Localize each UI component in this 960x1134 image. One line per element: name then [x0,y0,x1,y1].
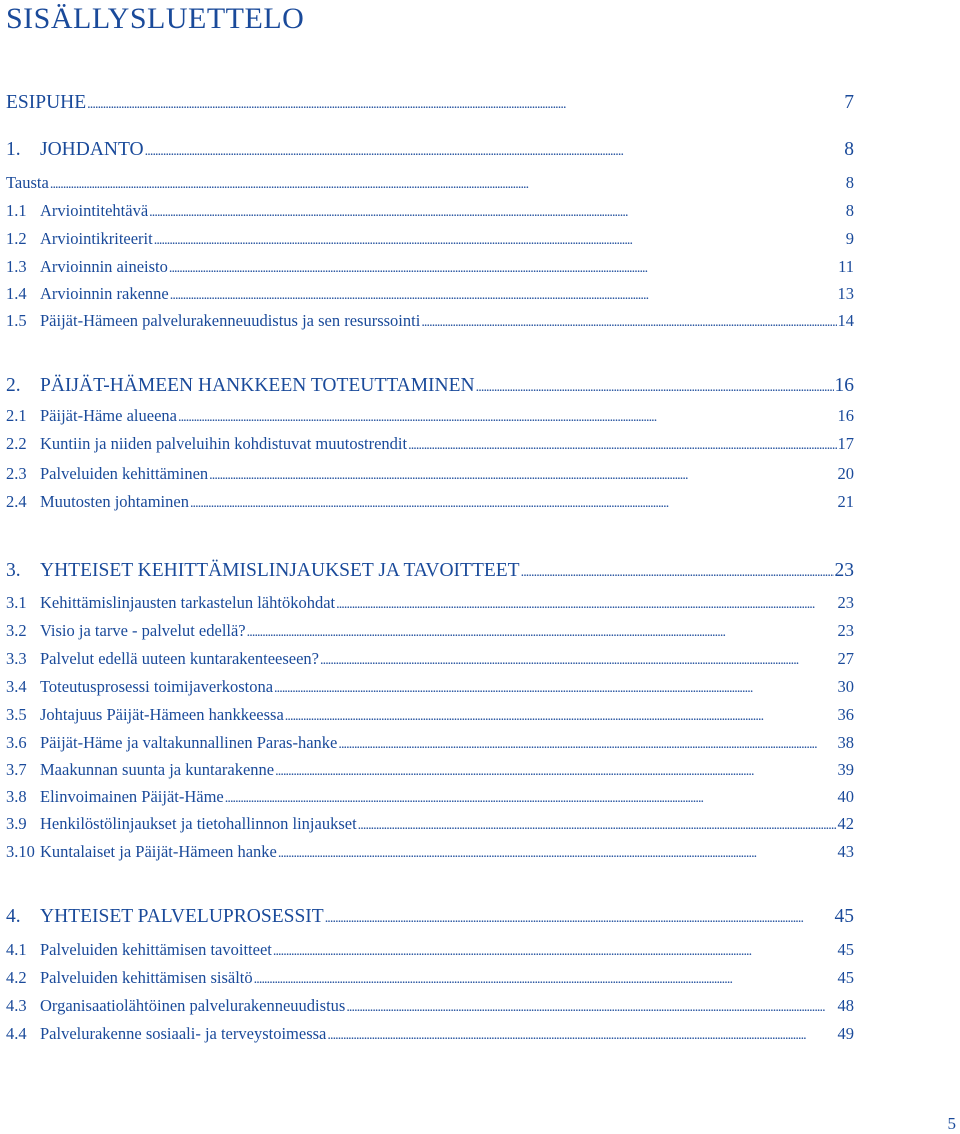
toc-entry-page: 16 [837,406,854,425]
toc-entry-number: 1. [6,139,21,160]
toc-entry-page: 45 [837,940,854,959]
toc-entry-number: 1.4 [6,284,27,303]
toc-entry-number: 3.7 [6,760,27,779]
toc-entry[interactable] [6,814,854,834]
toc-entry[interactable] [6,593,854,613]
toc-entry-title: Palvelurakenne sosiaali- ja terveystoimessa [40,1024,327,1043]
toc-entry[interactable] [6,968,854,988]
toc-entry[interactable] [6,173,854,193]
toc-dot-leader [338,733,836,753]
toc-dot-leader [358,814,837,834]
toc-entry-page: 20 [837,464,854,483]
toc-entry-number: 4.2 [6,968,27,987]
toc-entry[interactable] [6,257,854,277]
toc-entry-title: Toteutusprosessi toimijaverkostona [40,677,274,696]
toc-dot-leader [521,560,834,582]
toc-entry-title: Päijät-Häme ja valtakunnallinen Paras-hanke [40,733,338,752]
toc-entry[interactable] [6,677,854,697]
toc-entry[interactable] [6,229,854,249]
toc-dot-leader [190,492,837,512]
toc-dot-leader [170,284,837,304]
toc-dot-leader [247,621,837,641]
toc-entry-title: Kehittämislinjausten tarkastelun lähtökohdat [40,593,336,612]
toc-entry-page: 45 [834,906,854,927]
toc-entry-number: 1.1 [6,201,27,220]
toc-dot-leader [325,906,834,928]
toc-entry-title: Visio ja tarve - palvelut edellä? [40,621,246,640]
toc-entry-title: Johtajuus Päijät-Hämeen hankkeessa [40,705,284,724]
toc-entry[interactable] [6,464,854,484]
toc-entry[interactable] [6,311,854,331]
toc-entry[interactable] [6,906,854,928]
toc-entry-number: 1.5 [6,311,27,330]
toc-entry[interactable] [6,1024,854,1044]
toc-entry[interactable] [6,560,854,582]
toc-entry[interactable] [6,92,854,114]
toc-entry-title: PÄIJÄT-HÄMEEN HANKKEEN TOTEUTTAMINEN [40,375,475,396]
toc-dot-leader [274,677,836,697]
toc-entry-number: 2. [6,375,21,396]
toc-entry-title: Kuntiin ja niiden palveluihin kohdistuvat muutostrendit [40,434,408,453]
toc-entry-number: 2.2 [6,434,27,453]
toc-entry-title: Organisaatiolähtöinen palvelurakenneuudistus [40,996,346,1015]
toc-entry[interactable] [6,406,854,426]
page-number: 5 [947,1114,956,1133]
toc-entry-title: Päijät-Hämeen palvelurakenneuudistus ja sen resurssointi [40,311,421,330]
toc-entry[interactable] [6,139,854,161]
toc-entry[interactable] [6,492,854,512]
toc-entry-title: Palveluiden kehittäminen [40,464,209,483]
toc-entry-number: 1.3 [6,257,27,276]
toc-entry-page: 38 [837,733,854,752]
toc-entry-number: 4.3 [6,996,27,1015]
toc-entry-number: 3. [6,560,21,581]
toc-entry-title: ESIPUHE [6,92,87,113]
toc-entry-number: 4.4 [6,1024,27,1043]
toc-entry-number: 3.10 [6,842,35,861]
toc-entry-title: Maakunnan suunta ja kuntarakenne [40,760,275,779]
toc-dot-leader [476,375,834,397]
toc-entry-title: Muutosten johtaminen [40,492,189,511]
toc-entry-title: Palvelut edellä uuteen kuntarakenteeseen? [40,649,319,668]
toc-dot-leader [178,406,837,426]
toc-entry-page: 11 [838,257,854,276]
toc-entry[interactable] [6,201,854,221]
toc-dot-leader [50,173,845,193]
toc-dot-leader [320,649,837,669]
toc-entry-page: 21 [837,492,854,511]
toc-entry-page: 8 [845,201,854,220]
toc-entry-title: Tausta [6,173,49,192]
toc-entry-page: 14 [837,311,854,330]
toc-entry-number: 1.2 [6,229,27,248]
toc-dot-leader [336,593,836,613]
toc-dot-leader [273,940,837,960]
toc-dot-leader [209,464,836,484]
toc-entry-page: 9 [845,229,854,248]
toc-entry[interactable] [6,842,854,862]
toc-entry-number: 2.4 [6,492,27,511]
toc-entry-page: 36 [837,705,854,724]
toc-entry[interactable] [6,705,854,725]
toc-entry-page: 17 [837,434,854,453]
toc-dot-leader [145,139,844,161]
toc-entry-title: JOHDANTO [40,139,144,160]
toc-entry-title: Palveluiden kehittämisen sisältö [40,968,253,987]
toc-entry-page: 30 [837,677,854,696]
toc-entry-page: 49 [837,1024,854,1043]
toc-dot-leader [346,996,836,1016]
toc-entry[interactable] [6,787,854,807]
toc-entry-title: Arvioinnin rakenne [40,284,169,303]
toc-entry-number: 3.5 [6,705,27,724]
toc-dot-leader [169,257,837,277]
toc-entry[interactable] [6,940,854,960]
toc-entry-page: 23 [837,593,854,612]
toc-entry-number: 4.1 [6,940,27,959]
toc-entry-title: Henkilöstölinjaukset ja tietohallinnon linjaukset [40,814,357,833]
toc-entry-page: 8 [845,173,854,192]
toc-entry-number: 3.6 [6,733,27,752]
toc-entry[interactable] [6,649,854,669]
toc-entry-title: YHTEISET PALVELUPROSESSIT [40,906,324,927]
toc-entry-page: 7 [844,92,854,113]
toc-entry-page: 42 [837,814,854,833]
toc-entry-page: 40 [837,787,854,806]
toc-dot-leader [275,760,836,780]
toc-entry[interactable] [6,375,854,397]
toc-entry-page: 48 [837,996,854,1015]
toc-entry-page: 23 [837,621,854,640]
toc-entry-title: Elinvoimainen Päijät-Häme [40,787,224,806]
toc-entry[interactable] [6,733,854,753]
toc-entry[interactable] [6,621,854,641]
toc-entry-page: 13 [837,284,854,303]
toc-dot-leader [327,1024,836,1044]
toc-entry-title: Palveluiden kehittämisen tavoitteet [40,940,272,959]
toc-entry-title: Arvioinnin aineisto [40,257,168,276]
toc-entry-page: 23 [834,560,854,581]
toc-entry[interactable] [6,434,854,454]
toc-dot-leader [87,92,843,114]
toc-entry-title: Arviointikriteerit [40,229,153,248]
toc-entry-page: 45 [837,968,854,987]
toc-entry-title: Päijät-Häme alueena [40,406,177,425]
toc-entry-title: Arviointitehtävä [40,201,149,220]
toc-entry-page: 27 [837,649,854,668]
toc-entry-number: 2.1 [6,406,27,425]
toc-entry-number: 3.3 [6,649,27,668]
toc-entry-number: 2.3 [6,464,27,483]
toc-dot-leader [254,968,837,988]
toc-entry-number: 3.9 [6,814,27,833]
toc-entry[interactable] [6,996,854,1016]
toc-entry-number: 3.2 [6,621,27,640]
toc-entry-title: YHTEISET KEHITTÄMISLINJAUKSET JA TAVOITTEET [40,560,520,581]
toc-entry[interactable] [6,284,854,304]
toc-entry-page: 16 [834,375,854,396]
toc-entry[interactable] [6,760,854,780]
toc-entry-number: 4. [6,906,21,927]
page-title: SISÄLLYSLUETTELO [6,2,305,35]
toc-entry-number: 3.4 [6,677,27,696]
toc-dot-leader [285,705,837,725]
toc-entry-page: 8 [844,139,854,160]
toc-dot-leader [154,229,845,249]
toc-entry-number: 3.1 [6,593,27,612]
toc-entry-title: Kuntalaiset ja Päijät-Hämeen hanke [40,842,277,861]
toc-dot-leader [149,201,845,221]
toc-entry-page: 43 [837,842,854,861]
toc-dot-leader [278,842,837,862]
toc-dot-leader [421,311,836,331]
toc-dot-leader [225,787,837,807]
toc-entry-number: 3.8 [6,787,27,806]
toc-dot-leader [408,434,836,454]
toc-entry-page: 39 [837,760,854,779]
